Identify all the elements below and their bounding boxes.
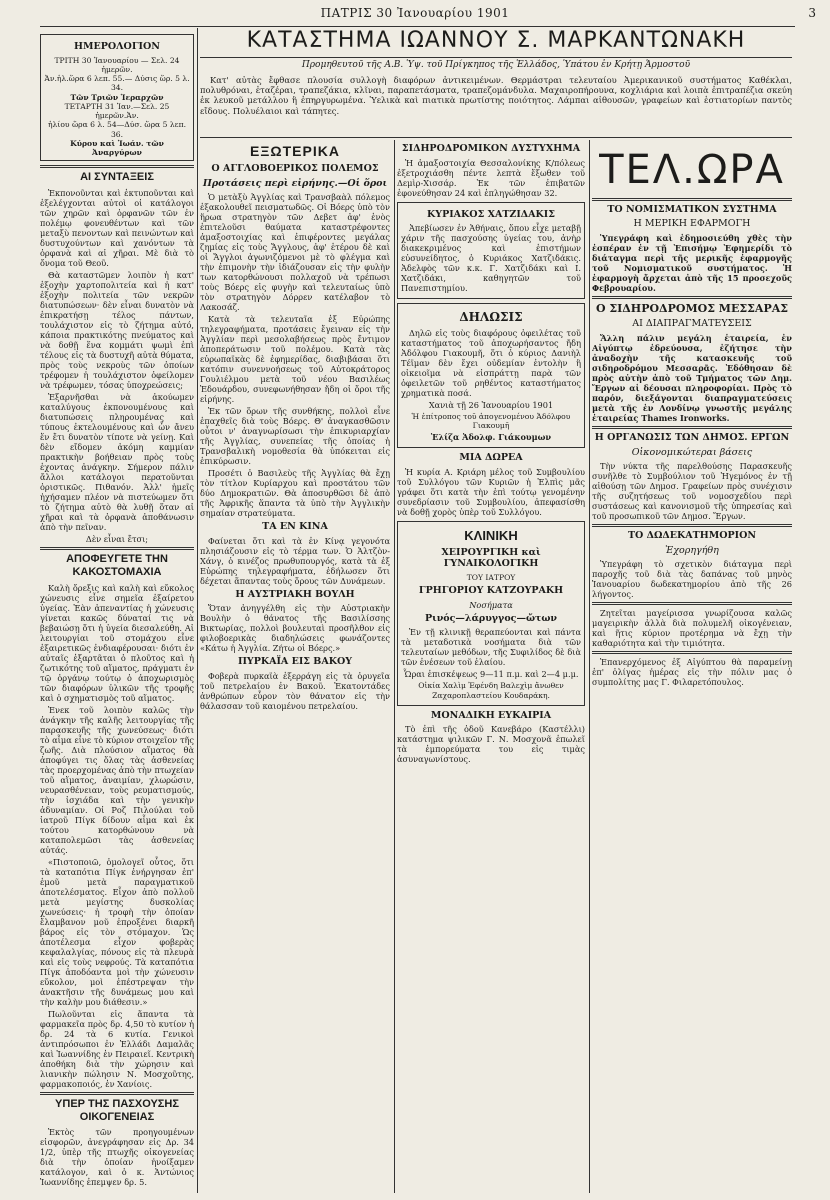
war-title: Ο ΑΓΓΛΟΒΟΕΡΙΚΟΣ ΠΟΛΕΜΟΣ [211, 163, 379, 175]
article-paragraph: Τὸ ἐπὶ τῆς ὁδοῦ Κανεβάρο (Καστέλλι) κατάστημα ψιλικῶν Γ. Ν. Μοσχονᾶ ἐπωλεῖ τὰ ἐμπορεύματα του εἰς τιμὰς ἀσυναγωνίστους. [397, 724, 585, 765]
column-1 [40, 30, 194, 1192]
opportunity-title: ΜΟΝΑΔΙΚΗ ΕΥΚΑΙΡΙΑ [430, 709, 552, 721]
dorea-title: ΜΙΑ ΔΩΡΕΑ [459, 452, 523, 464]
article-paragraph: Ὅταν ἀνηγγέλθη εἰς τὴν Αὐστριακὴν Βουλὴν ὁ θάνατος τῆς Βασιλίσσης Βικτωρίας, πολλοὶ βουλευταὶ προσῆλθον εἰς φιλοβοερικὰς διαδηλώσεις φωνάζοντες «Κάτω ἡ Ἀγγλία. Ζήτω οἱ Βόερς.» [200, 603, 390, 654]
section-divider [592, 426, 792, 429]
china-title: ΤΑ ΕΝ ΚΙΝΑ [262, 521, 328, 533]
tel-ora-title: ΤΕΛ.ΩΡΑ [599, 147, 785, 193]
baku-title: ΠΥΡΚΑΪΑ ΕΙΣ ΒΑΚΟΥ [237, 656, 353, 668]
dilosis-signature-name: Ἐλίζα Ἀδολφ. Γιάκουμων [430, 432, 552, 443]
column-rule [589, 140, 590, 1193]
section-divider [592, 524, 792, 527]
messara-title: Ο ΣΙΔΗΡΟΔΡΟΜΟΣ ΜΕΣΣΑΡΑΣ [595, 301, 789, 315]
dilosis-title: ΔΗΛΩΣΙΣ [459, 310, 523, 325]
article-paragraph: Ἡ κυρία Α. Κριάρη μέλος τοῦ Συμβουλίου τοῦ Συλλόγου τῶν Κυριῶν ἡ Ἐλπὶς μᾶς γράφει ὅτι κατὰ τὴν ἐπὶ τούτῳ γενομένην συνεδρίασιν τοῦ Συμβουλίου, ἀπεφασίσθη νὰ δοθῇ χορὸς ὑπὲρ τοῦ Συλλόγου. [397, 466, 585, 517]
article-paragraph: Φαίνεται ὅτι καὶ τὰ ἐν Κίνᾳ γεγονότα πλησιάζουσιν εἰς τὸ τέρμα των. Ὁ Ἀλτζὸν-Χάνγ, ὁ κινέζος πρωθυπουργός, κατὰ τὰ ἐξ Εὐρώπης τηλεγραφήματα, ἐδήλωσεν ὅτι δέχεται ἅπαντας τοὺς ὅρους τῶν Δυνάμεων. [200, 535, 390, 586]
article-paragraph: Ἡ ἁμαξοστοιχία Θεσσαλονίκης Κ/πόλεως ἐξετροχιάσθη πέντε λεπτὰ ἔξωθεν τοῦ Δεμὶρ-Χισσάρ. Ἐκ τῶν ἐπιβατῶν ἐφονεύθησαν 24 καὶ ἐπληγώθησαν 32. [397, 157, 585, 198]
kyriakos-title: ΚΥΡΙΑΚΟΣ ΧΑΤΖΙΔΑΚΙΣ [427, 208, 555, 220]
section-divider [592, 198, 792, 201]
article-paragraph: Ὑπεγράφη τὸ σχετικὸν διάταγμα περὶ παροχῆς τοῦ διὰ τὰς δαπάνας τοῦ μηνὸς Ἰανουαρίου δωδεκατημορίου ἀπὸ τῆς 26 λήγοντος. [592, 559, 792, 600]
nomisma-title: ΤΟ ΝΟΜΙΣΜΑΤΙΚΟΝ ΣΥΣΤΗΜΑ [607, 203, 777, 215]
article-paragraph: Ἐν τῇ κλινικῇ θεραπεύονται καὶ πάντα τὰ μεταδοτικὰ νοσήματα διὰ τῶν τελευταίων μεθόδων, τῆς Συφιλίδος δὲ διὰ τῶν ἐνέσεων τοῦ ἐλαίου. [401, 627, 581, 668]
article-paragraph: «Πιστοποιῶ, ὁμολογεῖ οὗτος, ὅτι τὰ καταπότια Πίγκ ἐνήργησαν ἐπ' ἐμοῦ μετὰ παραγματικοῦ ἀποτελέσματος. Εἶχον ἀπὸ πολλοῦ μετὰ μεγίστης δυσκολίας χωνεύσεις· ἡ τροφὴ τὴν ὁποίαν ἔλαμβανον μοῦ ἐπροξένει διαρκῆ βάρος εἰς τὸν στόμαχον. Ὡς ἀποτέλεσμα εἶχον φοβερὰς κεφαλαλγίας, πόνους εἰς τὰ πλευρὰ καὶ εἰς τοὺς νεφρούς. Τὰ καταπότια Πίγκ ἀποδόαντα μοὶ τὴν χώνευσιν εὔκολον, μοὶ ἐπέστρεψαν τὴν ἀνακτῆσιν τῆς δυνάμεως μου καὶ τὴν καλὴν μου διάθεσιν.» [40, 856, 194, 1007]
dilosis-signature: Ἡ ἐπίτροπος τοῦ ἀπογενομένου Ἀδόλφου Γιακουμῆ [411, 411, 571, 431]
clinic-ad [397, 521, 585, 706]
article-paragraph: Ἐκ τῶν ὅρων τῆς συνθήκης, πολλοὶ εἶνε ἐπαχθεῖς διὰ τοὺς Βόερς. Θ' ἀναγκασθῶσιν οὗτοι ν' ἀναγνωρίσωσι τὴν ἐπικυριαρχίαν τῆς Ἀγγλίας, συνεπείας τῆς ὁποίας ἡ Τρανσβαλικὴ νομοθεσία θὰ ὑπόκειται εἰς ἐπικύρωσιν. [200, 406, 390, 467]
organosis-subtitle: Οἰκονομικώτεραι βάσεις [631, 446, 753, 458]
header-rule [40, 26, 795, 27]
article-paragraph: Προσέτι ὁ Βασιλεὺς τῆς Ἀγγλίας θὰ ἔχῃ τὸν τίτλον Κυρίαρχου καὶ προστάτου τῶν δύο Δημοκρατιῶν. Θὰ ἀποσυρθῶσι δὲ ἀπὸ τῆς Ἀφρικῆς ἅπαντα τὰ ὑπὸ τὴν Ἀγγλικὴν σημαίαν στρατεύματα. [200, 468, 390, 519]
column-4 [592, 140, 792, 1192]
dekatimorion-subtitle: Ἐχορηγήθη [665, 544, 719, 556]
dilosis-place: Χανιὰ τῇ 26 Ἰανουαρίου 1901 [428, 399, 554, 410]
calendar-line: Τῶν Τριῶν Ἱεραρχῶν [70, 92, 164, 102]
article-paragraph: Ὑπεγράφη καὶ ἐδημοσιεύθη χθὲς τὴν ἑσπέραν ἐν τῇ Ἐπισήμῳ Ἐφημερίδι τὸ διάταγμα περὶ τῆς μερικῆς ἐφαρμογῆς τοῦ Νομισματικοῦ συστήματος. Ἡ ἐφαρμογὴ ἄρχεται ἀπὸ τῆς 15 προσεχοῦς Φεβρουαρίου. [592, 232, 792, 293]
syntaxeis-title: ΑΙ ΣΥΝΤΑΞΕΙΣ [80, 171, 154, 184]
article-paragraph: Ἄλλη πάλιν μεγάλη ἑταιρεία, ἐν Αἰγύπτῳ ἑδρεύουσα, ἐζήτησε τὴν ἀναδοχὴν τῆς κατασκευῆς τοῦ σιδηροδρόμου Μεσσαρᾶς. Ἐδόθησαν δὲ πρὸς αὐτὴν ἀπὸ τοῦ Τμήματος τῶν Δημ. Ἔργων αἱ δέουσαι πληροφορίαι. Πρὸς τὸ παρόν, διεξάγονται διαπραγματεύσεις μετὰ τῆς ἐν Λονδίνῳ γνωστῆς μεγάλης ἑταιρείας Thames Ironworks. [592, 332, 792, 423]
clinic-doctor: ΓΡΗΓΟΡΙΟΥ ΚΑΤΖΟΥΡΑΚΗ [418, 585, 564, 597]
calendar-title: ΗΜΕΡΟΛΟΓΙΟΝ [74, 41, 160, 52]
section-divider [592, 296, 792, 299]
calendar-line: Ἀν.ἡλ.ὥρα 6 λεπ. 55.— Δύσις ὥρ. 5 λ. 34. [44, 74, 190, 93]
article-paragraph: Ἀπεβίωσεν ἐν Ἀθήναις, ὅπου εἶχε μεταβῇ χάριν τῆς πασχούσης ὑγείας του, ἀνὴρ διακεκριμένος καὶ ἐπιστήμων εὐσυνείδητος, ὁ Κυριάκος Χατζιδάκις. Ἀδελφὸς τῶν κ.κ. Γ. Χατζιδάκι καὶ Ι. Χατζιδάκι, καθηγητῶν τοῦ Πανεπιστημίου. [401, 223, 581, 294]
article-paragraph: Ἐξαρνῆσθαι νὰ ἀκούωμεν καταλύγους ἐκπονουμένους καὶ διατυπώσεις πληρουμένας καὶ τύπους ἐκτελουμένους καὶ ὧν ἄνευ ἕν ἔτι δυνατὸν τίποτε νὰ γείνῃ. Καὶ δὲν εἴδομεν ἀκόμη καμμίαν πρακτικὴν βοήθειαν πρὸς τοὺς ἐχοντας ἀνάγκην. Σήμερον πάλιν ἄλλοι κατάλογοι περατοῦνται ὁριστικῶς. Πιθανόν. Ἀλλ' ἡμεῖς ἠχήσαμεν πλέον νὰ πιστεύωμεν ὅτι τὸ ζήτημα αὐτὸ θὰ λυθῇ ὅταν αἱ χῆραι καὶ τὰ ὀρφανὰ ἀποθάνωσιν ἀπὸ τὴν πεῖναν. [40, 391, 194, 532]
calendar-line: ἡλίου ὥρα 6 λ. 54—Δύσ. ὥρα 5 λεπ. 36. [48, 120, 186, 139]
article-paragraph: Τὴν νύκτα τῆς παρελθούσης Παρασκευῆς συνῆλθε τὸ Συμβούλιον τοῦ Ἡγεμόνος ἐν τῇ αἰθούσῃ τῶν Δημοσ. Γραφείων πρὸς συνέχισιν τῆς συζητήσεως τοῦ νομοσχεδίου περὶ συστάσεως καὶ κανονισμοῦ τῆς ὑπηρεσίας καὶ τοῦ προσωπικοῦ τῶν Δημοσ. Ἔργων. [592, 461, 792, 522]
article-paragraph: Ἐκτὸς τῶν προηγουμένων εἰσφορῶν, ἀνεγράφησαν εἰς Δρ. 34 1/2, ὑπὲρ τῆς πτωχῆς οἰκογενείας διὰ τὴν ὁποίαν ἠνοίξαμεν κατάλογον, καὶ ὁ κ. Ἀντώνιος Ἰωαννίδης ἐπεμψεν δρ. 5. [40, 1127, 194, 1188]
article-paragraph: Δηλῶ εἰς τοὺς διαφόρους ὀφειλέτας τοῦ καταστήματος τοῦ ἀποχωρήσαντος ἤδη Ἀδόλφου Γιακουμῆ, ὅτι ὁ κύριος Δανιὴλ Τέϊμαν δὲν ἔχει οὐδεμίαν ἐντολὴν ἢ οἰκειοῖμα νὰ εἰσπράττῃ παρὰ τῶν ὀφειλετῶν τοῦ ρηθέντος καταστήματος χρηματικὰ ποσά. [401, 327, 581, 398]
ad-rule [200, 137, 792, 138]
calendar-line: Κύρου καὶ Ἰωάν. τῶν Ἀναργύρων [70, 138, 164, 158]
store-body: Κατ' αὐτὰς ἔφθασε πλουσία συλλογὴ διαφόρων ἀντικειμένων. Θερμάστραι τελευταίου Ἀμερικανικοῦ συστήματος Καθέκλαι, πολυθρόναι, ἑταζέραι, τραπεζάκια, κλῖναι, παραπετάσματα, τραπεζομάνδυλα. Μαχαιροπήρουνα, κοχλιάρια καὶ λοιπὰ ἐπιτραπέζια σκεύη ἐκ λευκοῦ μετάλλου ἢ ἐπηργυρωμένα. Ὑελικὰ καὶ πιατικὰ πρωτίστης ποιότητος. Λάμπαι αἰθουσῶν, γραφείων καὶ ἑστιατορίων παντὸς εἴδους. Πολυέλαιοι καὶ τάπητες. [200, 74, 792, 116]
clinic-address: Οἰκία Χαλὶμ Ἐφένδη Βαλεχὶμ ἄνωθεν Ζαχαροπλαστείου Κουδαράκη. [418, 681, 564, 700]
store-title: ΚΑΤΑΣΤΗΜΑ ΙΩΑΝΝΟΥ Σ. ΜΑΡΚΑΝΤΩΝΑΚΗ [200, 28, 792, 58]
dekatimorion-title: ΤΟ ΔΩΔΕΚΑΤΗΜΟΡΙΟΝ [627, 530, 757, 542]
article-paragraph: Κατὰ τὰ τελευταῖα ἐξ Εὐρώπης τηλεγραφήματα, προτάσεις ἔγειναν εἰς τὴν Ἀγγλίαν περὶ μεσολαβήσεως πρὸς ἔντιμον ἀποπεράτωσιν τοῦ πολέμου. Κατὰ τὰς εὐρωπαϊκὰς δὲ ἐφημερίδας, διαβιβάσαι ὅτι κατόπιν συνεννοήσεως τοῦ Αὐτοκράτορος Γουλιέλμου μετὰ τοῦ νέου Βασιλέως Ἐδουάρδου, συνεφωνήθησαν ἤδη οἱ ὅροι τῆς εἰρήνης. [200, 314, 390, 405]
article-paragraph: Ἐκπονοῦνται καὶ ἐκτυποῦνται καὶ ἐξελέγχονται αὐτοὶ οἱ κατάλογοι τῶν χηρῶν καὶ ὀρφανῶν τῶν ἐν πολέμῳ φονευθέντων καὶ τῶν μεταξὺ πενοντων καὶ πεινώντων καὶ δυστυχούντων καὶ χανόντων τὰ ὀρφανὰ καὶ αἱ χῆραι. Μὲ διὰ τὸ ὄνομα τοῦ Θεοῦ. [40, 187, 194, 268]
article-paragraph: Φοβερὰ πυρκαϊὰ ἐξερράγη εἰς τὰ ὀρυγεῖα τοῦ πετρελαίου ἐν Βακοῦ. Ἑκατοντάδες ἀνθρώπων εὗρον τὸν θάνατον εἰς τὴν θάλασσαν τοῦ καιομένου πετρελαίου. [200, 670, 390, 711]
section-divider [592, 602, 792, 605]
article-paragraph: Θὰ καταστῶμεν λοιπὸν ἡ κατ' ἐξοχὴν χαρτοπολιτεία καὶ ἡ κατ' ἐξοχὴν πολιτεία τῶν νεκρῶν διατυπώσεων· δὲν εἶναι δυνατὸν νὰ ἐπικρατήσῃ τέλος πάντων, τουλάχιστον εἰς τὸ ζήτημα αὐτό, κάποια πρακτικότης πνεύματος καὶ νὰ δοθῇ ἕνα κομμάτι ψωμὶ ἐπὶ τέλους εἰς τὰ δυστυχῆ αὐτὰ θύματα, πρὸς τοὺς νεκροὺς τῶν ὁποίων τρέφομεν ἡ τουλάχιστον ὀφείλομεν νὰ τρέφωμεν, τόσας ὑποχρεώσεις; [40, 269, 194, 390]
store-advertisement [200, 28, 792, 116]
column-rule [394, 140, 395, 1193]
store-subtitle: Προμηθευτοῦ τῆς Α.Β. Ὑψ. τοῦ Πρίγκηπος τῆς Ἑλλάδος, Ὑπάτου ἐν Κρήτῃ Ἁρμοστοῦ [301, 59, 691, 70]
oikogeneia-title: ΥΠΕΡ ΤΗΣ ΠΑΣΧΟΥΣΗΣ ΟΙΚΟΓΕΝΕΙΑΣ [55, 1097, 179, 1123]
clinic-specialty: Ρινός—λάρυγγος—ὤτων [424, 612, 558, 624]
section-divider [40, 1092, 194, 1095]
column-rule [197, 28, 198, 1193]
kyriakos-box [397, 202, 585, 300]
calendar-box [40, 34, 194, 161]
nomisma-subtitle: Η ΜΕΡΙΚΗ ΕΦΑΡΜΟΓΗ [633, 218, 751, 230]
article-paragraph: Ζητεῖται μαγείρισσα γνωρίζουσα καλῶς μαγειρικὴν ἀλλὰ διὰ πολυμελῆ οἰκογένειαν, καὶ ἥτις κύριον προτέρημα νὰ ἔχῃ τὴν καθαριότητα καὶ τὴν τιμιότητα. [592, 608, 792, 649]
peace-title: Προτάσεις περὶ εἰρήνης.—Οἱ ὅροι [202, 177, 388, 189]
section-divider [592, 651, 792, 654]
column-2 [200, 140, 390, 1192]
article-paragraph: Ὁ μετὰξὺ Ἀγγλίας καὶ Τρανσβαὰλ πόλεμος ἐξακολουθεῖ πεισματωδῶς. Οἱ Βόερς ὑπὸ τὸν ἥρωα στρατηγὸν τῶν Δεβετ ἀφ' ἑνὸς ἐπιτελοῦσι θαύματα καταστρέφοντες ἁμαξοστοιχίας καὶ ἐπιφέροντες μεγάλας ζημίας εἰς τοὺς Ἄγγλους, ἀφ' ἑτέρου δὲ καὶ οἱ Ἄγγλοι ἀγωνιζόμενοι μὲ τὸ φλέγμα καὶ τὴν ἐπιμονὴν τὴν ἰδιάζουσαν εἰς τὴν φυλὴν των κατορθώνουσι πολλαχοῦ νὰ τρέπωσι τοὺς Βόερς εἰς φυγὴν καὶ τελευταίως ὑπὸ τὸν στρατηγὸν Δόρρεν κατέλαβον τὸ Λακοσάζ. [200, 192, 390, 313]
column-3 [397, 140, 585, 1192]
section-divider [40, 165, 194, 168]
disaster-title: ΣΙΔΗΡΟΔΡΟΜΙΚΟΝ ΔΥΣΤΥΧΗΜΑ [401, 143, 581, 154]
article-paragraph: Ἐπανερχόμενος ἐξ Αἰγύπτου θὰ παραμείνῃ ἐπ' ὀλίγας ἡμέρας εἰς τὴν πόλιν μας ὁ συμπολίτης μας Γ. Φιλαρετόπουλος. [592, 657, 792, 688]
clinic-title: ΚΛΙΝΙΚΗ [464, 527, 518, 543]
exoterika-title: ΕΞΩΤΕΡΙΚΑ [250, 143, 340, 159]
kakostomaxia-title: ΑΠΟΦΕΥΓΕΤΕ ΤΗΝ ΚΑΚΟΣΤΟΜΑΧΙΑ [66, 552, 168, 579]
dilosis-box [397, 303, 585, 448]
section-divider [40, 547, 194, 550]
article-paragraph: Πωλοῦνται εἰς ἅπαντα τὰ φαρμακεῖα πρὸς δρ. 4,50 τὸ κυτίον ἡ δρ. 24 τὰ 6 κυτία. Γενικοὶ ἀντιπρόσωποι ἐν Ἑλλάδι Δαμαλᾶς καὶ Ἰωαννίδης ἐν Πειραιεῖ. Κεντρικὴ ἀποθήκη διὰ τὴν χώρησιν καὶ λιανικὴν πώλησιν Ν. Μοσχοῦτης, φαρμακοποιός, ἐν Χανίοις. [40, 1008, 194, 1089]
organosis-title: Η ΟΡΓΑΝΩΣΙΣ ΤΩΝ ΔΗΜΟΣ. ΕΡΓΩΝ [594, 431, 790, 443]
calendar-line: ΤΕΤΑΡΤΗ 31 Ἰαν.—Σελ. 25 ἡμερῶν.Ἀν. [64, 101, 170, 121]
clinic-of: ΤΟΥ ΙΑΤΡΟΥ [466, 572, 516, 582]
article-paragraph: Καλὴ ὄρεξις καὶ καλὴ καὶ εὔκολος χώνευσις εἶνε σημεῖα ἐξαίρετου ὑγείας. Ἐὰν ἀπεναντίας ἡ χώνευσις γίνεται κακῶς δύναταί τις νὰ βεβαιώσῃ ὅτι ἡ ὑγεία διεσαλεύθη. Αἱ λειτουργίαι τοῦ στομάχου εἶνε ἐξαιρετικῶς ἐνδιαφέρουσαι· διότι ἐν αὐταῖς ἐξαρτᾶται ὁ πλοῦτος καὶ ἡ ζωτικότης τοῦ αἵματος, πράγματι ἐν τῷ ὀργάνῳ τούτῳ ὁ ἀποχωρισμὸς τῶν διαφόρων ὑλικῶν τῆς τροφῆς καὶ ὁ σχηματισμὸς τοῦ αἵματος. [40, 582, 194, 703]
article-paragraph: Δὲν εἶναι ἔτσι; [85, 533, 149, 544]
messara-subtitle: ΑΙ ΔΙΑΠΡΑΓΜΑΤΕΥΣΕΙΣ [632, 318, 752, 330]
page-number: 3 [808, 6, 816, 20]
page-header: ΠΑΤΡΙΣ 30 Ἰανουαρίου 1901 [320, 6, 510, 20]
calendar-line: ΤΡΙΤΗ 30 Ἰανουαρίου — Σελ. 24 ἡμερῶν. [54, 55, 180, 74]
austria-title: Η ΑΥΣΤΡΙΑΚΗ ΒΟΥΛΗ [235, 588, 355, 600]
clinic-hours: Ὧραι ἐπισκέψεως 9—11 π.μ. καὶ 2—4 μ.μ. [403, 669, 579, 680]
clinic-nos: Νοσήματα [469, 599, 513, 610]
article-paragraph: Ἐνεκ τοῦ λοιπὸν καλῶς τὴν ἀνάγκην τῆς καλῆς λειτουργίας τῆς παρασκευῆς τῆς χωνεύσεως· διότι τὸ αἷμα εἶνε τὸ κύριον στοιχεῖον τῆς ζωῆς. Διὰ πλούσιον αἵματος θὰ ἀποφύγει τις ὅλας τὰς ἀσθενείας τὰς προερχομένας ἀπὸ τὴν πτωχείαν τοῦ αἵματος, ἀναιμίαν, χλωρώσιν, νευρασθένειαν, τοὺς ρευματισμούς, τὴν ἰσχιάδα καὶ τὴν γενικὴν ἀδυναμίαν. Οἱ Ροζ Πιλούλαι τοῦ ἰατροῦ Πίγκ δίδουν αἷμα καὶ ἐκ τούτου κατορθώνουν νὰ καταπολεμῶσι τὰς ἀσθενείας αὐτάς. [40, 704, 194, 855]
clinic-subtitle: ΧΕΙΡΟΥΡΓΙΚΗ καὶ ΓΥΝΑΙΚΟΛΟΓΙΚΗ [441, 546, 541, 570]
